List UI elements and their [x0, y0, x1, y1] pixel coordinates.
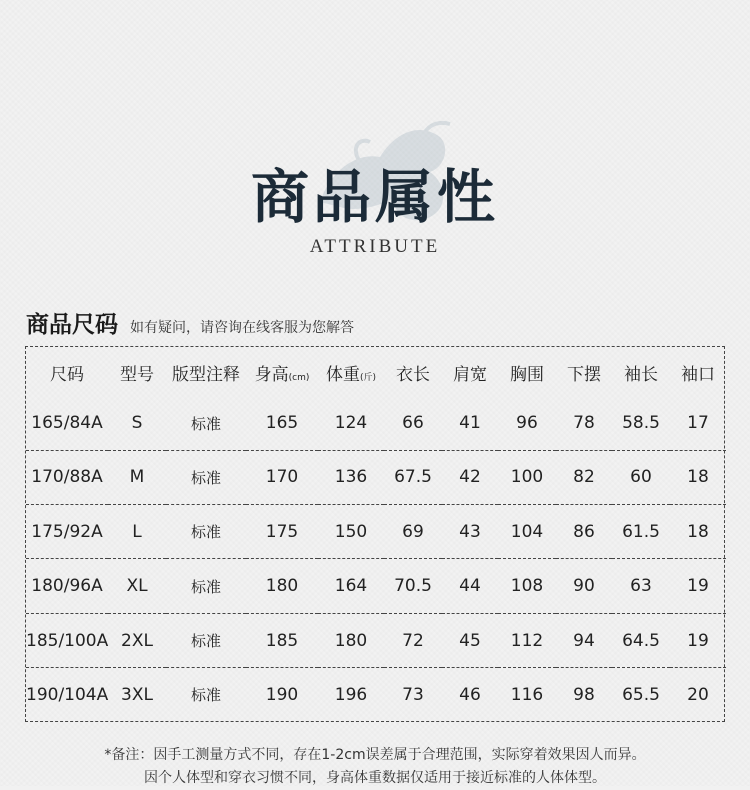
table-cell: 41 — [459, 413, 481, 434]
table-cell: 18 — [687, 521, 709, 542]
table-cell: 108 — [510, 576, 544, 597]
table-cell: S — [131, 413, 143, 434]
table-cell: 65.5 — [622, 684, 660, 705]
column-header: 尺码 — [50, 364, 84, 385]
table-cell: 124 — [334, 413, 368, 434]
table-cell: 19 — [687, 630, 709, 651]
column-header: 肩宽 — [453, 364, 487, 385]
table-cell: 170 — [265, 467, 299, 488]
table-cell: 20 — [687, 684, 709, 705]
table-row — [26, 668, 726, 721]
footnote-line: 因个人体型和穿衣习惯不同，身高体重数据仅适用于接近标准的人体体型。 — [144, 770, 606, 786]
table-cell: 150 — [334, 521, 368, 542]
table-cell: 61.5 — [622, 521, 660, 542]
table-row — [26, 613, 726, 667]
table-cell: 165 — [265, 413, 299, 434]
column-header: 身高(cm) — [254, 364, 310, 385]
table-cell: 标准 — [190, 632, 221, 651]
table-cell: L — [132, 521, 142, 542]
column-header: 袖长 — [624, 364, 658, 385]
table-cell: 175 — [265, 521, 299, 542]
size-section-subtitle: 如有疑问，请咨询在线客服为您解答 — [130, 320, 354, 336]
table-header-row — [26, 347, 726, 397]
table-row — [26, 450, 726, 504]
table-cell: 116 — [510, 684, 544, 705]
column-header: 版型注释 — [172, 364, 240, 385]
size-table — [25, 346, 725, 722]
table-cell: 64.5 — [622, 630, 660, 651]
table-cell: 165/84A — [31, 413, 103, 434]
size-section-title: 商品尺码 — [26, 312, 118, 338]
table-cell: 43 — [459, 521, 481, 542]
footnote — [0, 744, 750, 790]
table-cell: 190 — [265, 684, 299, 705]
table-cell: 3XL — [121, 684, 153, 705]
table-cell: 82 — [573, 467, 595, 488]
table-cell: 94 — [573, 630, 595, 651]
table-cell: 90 — [573, 576, 595, 597]
table-cell: 66 — [402, 413, 424, 434]
table-cell: 170/88A — [31, 467, 103, 488]
table-cell: 136 — [334, 467, 368, 488]
table-cell: 46 — [459, 684, 481, 705]
table-cell: 18 — [687, 467, 709, 488]
table-cell: 185/100A — [26, 630, 109, 651]
size-section-header — [26, 306, 354, 339]
table-cell: 19 — [687, 576, 709, 597]
column-header: 胸围 — [510, 364, 544, 385]
table-row — [26, 505, 726, 559]
table-cell: 185 — [265, 630, 299, 651]
table-cell: 98 — [573, 684, 595, 705]
table-cell: 112 — [510, 630, 544, 651]
table-cell: M — [129, 467, 145, 488]
table-cell: 标准 — [190, 414, 221, 433]
table-cell: 标准 — [190, 523, 221, 542]
table-cell: 67.5 — [394, 467, 432, 488]
table-cell: 标准 — [190, 468, 221, 487]
table-cell: 190/104A — [26, 684, 109, 705]
table-cell: 63 — [630, 576, 652, 597]
table-cell: 70.5 — [394, 576, 432, 597]
table-cell: 58.5 — [622, 413, 660, 434]
table-cell: 104 — [510, 521, 544, 542]
table-cell: 17 — [687, 413, 709, 434]
column-header: 下摆 — [567, 364, 601, 385]
table-cell: 标准 — [190, 577, 221, 596]
table-cell: 42 — [459, 467, 481, 488]
table-cell: 180 — [334, 630, 368, 651]
column-header: 型号 — [120, 364, 154, 385]
table-cell: 73 — [402, 684, 424, 705]
table-cell: 100 — [510, 467, 544, 488]
table-cell: 175/92A — [31, 521, 103, 542]
table-cell: 78 — [573, 413, 595, 434]
column-header: 衣长 — [396, 364, 430, 385]
table-cell: 2XL — [121, 630, 153, 651]
table-row — [26, 559, 726, 613]
table-cell: 72 — [402, 630, 424, 651]
table-cell: XL — [126, 576, 148, 597]
table-cell: 69 — [402, 521, 424, 542]
footnote-line: *备注：因手工测量方式不同，存在1-2cm误差属于合理范围，实际穿着效果因人而异。 — [104, 747, 646, 763]
table-cell: 60 — [630, 467, 652, 488]
table-row — [26, 397, 726, 450]
table-cell: 44 — [459, 576, 481, 597]
table-cell: 196 — [334, 684, 368, 705]
page-subtitle-en: ATTRIBUTE — [309, 236, 441, 257]
table-cell: 164 — [334, 576, 368, 597]
table-cell: 标准 — [190, 686, 221, 705]
table-cell: 45 — [459, 630, 481, 651]
table-cell: 180/96A — [31, 576, 103, 597]
page-title: 商品属性 — [250, 163, 499, 231]
table-cell: 96 — [516, 413, 538, 434]
table-cell: 180 — [265, 576, 299, 597]
table-cell: 86 — [573, 521, 595, 542]
column-header: 袖口 — [681, 364, 715, 385]
column-header: 体重(斤) — [325, 364, 377, 385]
